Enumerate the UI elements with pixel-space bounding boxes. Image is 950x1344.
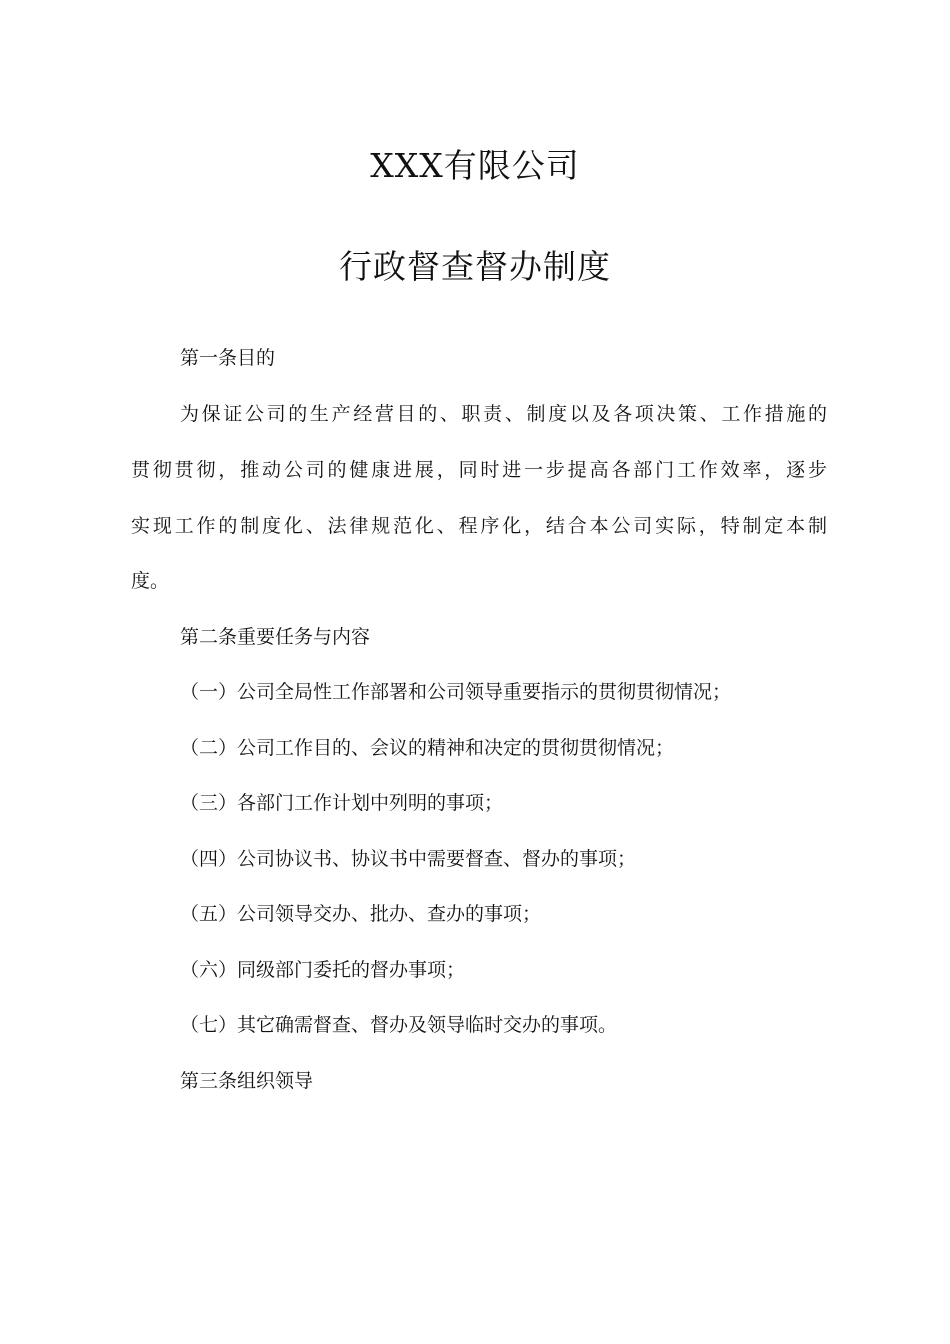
article3-heading: 第三条组织领导 bbox=[180, 1070, 314, 1092]
article1-paragraph-line: 实现工作的制度化、法律规范化、程序化，结合本公司实际，特制定本制 bbox=[131, 515, 827, 537]
article2-item: （五）公司领导交办、批办、查办的事项； bbox=[180, 903, 542, 925]
document-title: 行政督查督办制度 bbox=[339, 247, 611, 286]
article2-item: （二）公司工作目的、会议的精神和决定的贯彻贯彻情况； bbox=[180, 737, 675, 759]
article1-paragraph-line: 为保证公司的生产经营目的、职责、制度以及各项决策、工作措施的 bbox=[180, 403, 827, 425]
article1-heading: 第一条目的 bbox=[180, 347, 276, 369]
article1-paragraph-line: 贯彻贯彻，推动公司的健康进展，同时进一步提高各部门工作效率，逐步 bbox=[131, 459, 827, 481]
article1-paragraph-line: 度。 bbox=[131, 570, 170, 592]
article2-heading: 第二条重要任务与内容 bbox=[180, 626, 371, 648]
company-title: XXX有限公司 bbox=[370, 146, 580, 185]
article2-item: （六）同级部门委托的督办事项； bbox=[180, 959, 466, 981]
article2-item: （七）其它确需督查、督办及领导临时交办的事项。 bbox=[180, 1014, 618, 1036]
article2-item: （一）公司全局性工作部署和公司领导重要指示的贯彻贯彻情况； bbox=[180, 681, 732, 703]
article2-item: （三）各部门工作计划中列明的事项； bbox=[180, 792, 504, 814]
article2-item: （四）公司协议书、协议书中需要督查、督办的事项； bbox=[180, 848, 637, 870]
